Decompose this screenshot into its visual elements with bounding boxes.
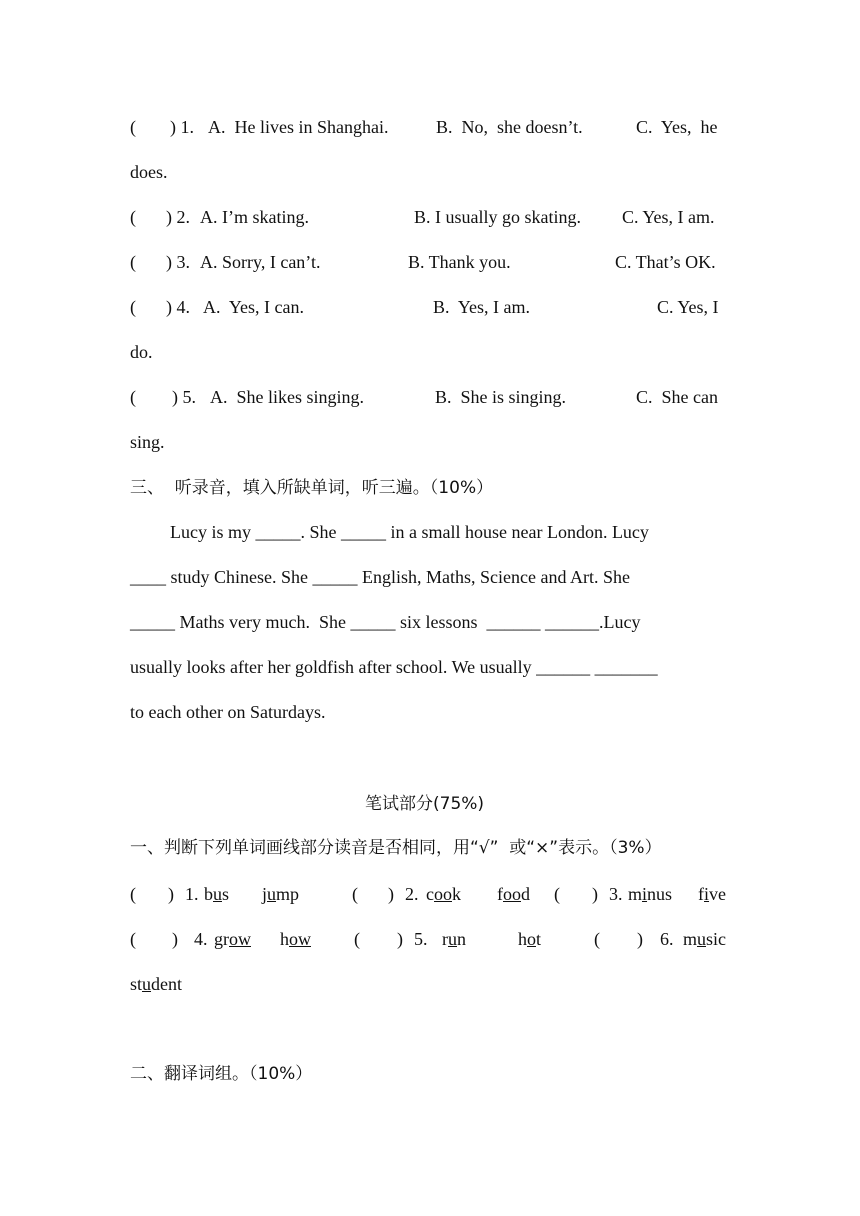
option-a: A. Sorry, I can’t.: [200, 252, 321, 272]
phonics-word: run: [442, 929, 466, 949]
phonics-word: minus: [628, 884, 673, 904]
underlined-part: ow: [289, 929, 311, 949]
passage-line: to each other on Saturdays.: [130, 702, 326, 722]
answer-paren-close: ): [397, 929, 403, 949]
written-q2-heading: 二、翻译词组。（10%）: [130, 1064, 313, 1084]
option-c: C. Yes, I am.: [622, 207, 715, 227]
option-c-wrap: do.: [130, 342, 153, 362]
option-c: C. That’s OK.: [615, 252, 716, 272]
phonics-word: hot: [518, 929, 542, 949]
written-part-title: 笔试部分(75%): [365, 794, 485, 814]
answer-paren-close: ): [166, 207, 172, 227]
underlined-part: u: [213, 884, 222, 904]
answer-paren[interactable]: (: [130, 929, 136, 949]
question-number: 4.: [176, 297, 190, 317]
phonics-word: five: [698, 884, 727, 904]
underlined-part: oo: [434, 884, 452, 904]
option-c: C. Yes, he: [636, 117, 718, 137]
answer-paren-close: ): [592, 884, 598, 904]
option-a: A. He lives in Shanghai.: [208, 117, 389, 137]
option-c: C. Yes, I: [657, 297, 719, 317]
option-c-wrap: does.: [130, 162, 168, 182]
answer-paren[interactable]: (: [130, 297, 136, 317]
passage-line: Lucy is my _____. She _____ in a small house near London. Lucy: [170, 522, 649, 542]
answer-paren-close: ): [172, 929, 178, 949]
answer-paren-close: ): [166, 297, 172, 317]
answer-paren-close: ): [388, 884, 394, 904]
option-a: A. Yes, I can.: [203, 297, 304, 317]
phonics-word: music: [683, 929, 727, 949]
underlined-part: u: [267, 884, 277, 904]
question-number: 3.: [176, 252, 190, 272]
phonics-number: 2.: [405, 884, 419, 904]
underlined-part: u: [697, 929, 707, 949]
option-b: B. She is singing.: [435, 387, 567, 407]
phonics-number: 3.: [609, 884, 623, 904]
underlined-part: u: [142, 974, 152, 994]
option-c: C. She can: [636, 387, 718, 407]
answer-paren[interactable]: (: [130, 387, 136, 407]
answer-paren[interactable]: (: [554, 884, 560, 904]
answer-paren[interactable]: (: [354, 929, 360, 949]
underlined-part: i: [642, 884, 648, 904]
option-a: A. She likes singing.: [210, 387, 365, 407]
underlined-part: u: [448, 929, 457, 949]
phonics-word: jump: [262, 884, 300, 904]
option-c-wrap: sing.: [130, 432, 165, 452]
question-number: 5.: [182, 387, 196, 407]
option-b: B. Thank you.: [408, 252, 511, 272]
phonics-word: how: [280, 929, 311, 949]
answer-paren[interactable]: (: [130, 884, 136, 904]
phonics-number: 5.: [414, 929, 428, 949]
option-b: B. No, she doesn’t.: [436, 117, 583, 137]
phonics-word: cook: [426, 884, 461, 904]
phonics-word: student: [130, 974, 183, 994]
underlined-part: o: [527, 929, 536, 949]
phonics-word: bus: [204, 884, 230, 904]
answer-paren[interactable]: (: [352, 884, 358, 904]
phonics-number: 4.: [194, 929, 208, 949]
underlined-part: oo: [503, 884, 521, 904]
section-3-heading: 三、 听录音，填入所缺单词，听三遍。（10%）: [130, 478, 494, 498]
passage-line: ____ study Chinese. She _____ English, Maths, Science and Art. She: [130, 567, 630, 587]
phonics-number: 1.: [185, 884, 199, 904]
underlined-part: i: [704, 884, 710, 904]
answer-paren-close: ): [172, 387, 178, 407]
answer-paren-close: ): [168, 884, 174, 904]
option-b: B. Yes, I am.: [433, 297, 531, 317]
option-b: B. I usually go skating.: [414, 207, 581, 227]
underlined-part: ow: [229, 929, 251, 949]
answer-paren[interactable]: (: [130, 207, 136, 227]
passage-line: usually looks after her goldfish after school. We usually ______ _______: [130, 657, 658, 677]
question-number: 1.: [180, 117, 194, 137]
written-q1-heading: 一、判断下列单词画线部分读音是否相同，用“√” 或“×”表示。（3%）: [130, 838, 662, 858]
answer-paren-close: ): [166, 252, 172, 272]
option-a: A. I’m skating.: [200, 207, 309, 227]
question-number: 2.: [176, 207, 190, 227]
phonics-word: food: [497, 884, 530, 904]
phonics-number: 6.: [660, 929, 674, 949]
answer-paren[interactable]: (: [594, 929, 600, 949]
passage-line: _____ Maths very much. She _____ six lessons ______ ______.Lucy: [130, 612, 641, 632]
answer-paren[interactable]: (: [130, 252, 136, 272]
answer-paren-close: ): [637, 929, 643, 949]
answer-paren-close: ): [170, 117, 176, 137]
answer-paren[interactable]: (: [130, 117, 136, 137]
phonics-word: grow: [214, 929, 251, 949]
